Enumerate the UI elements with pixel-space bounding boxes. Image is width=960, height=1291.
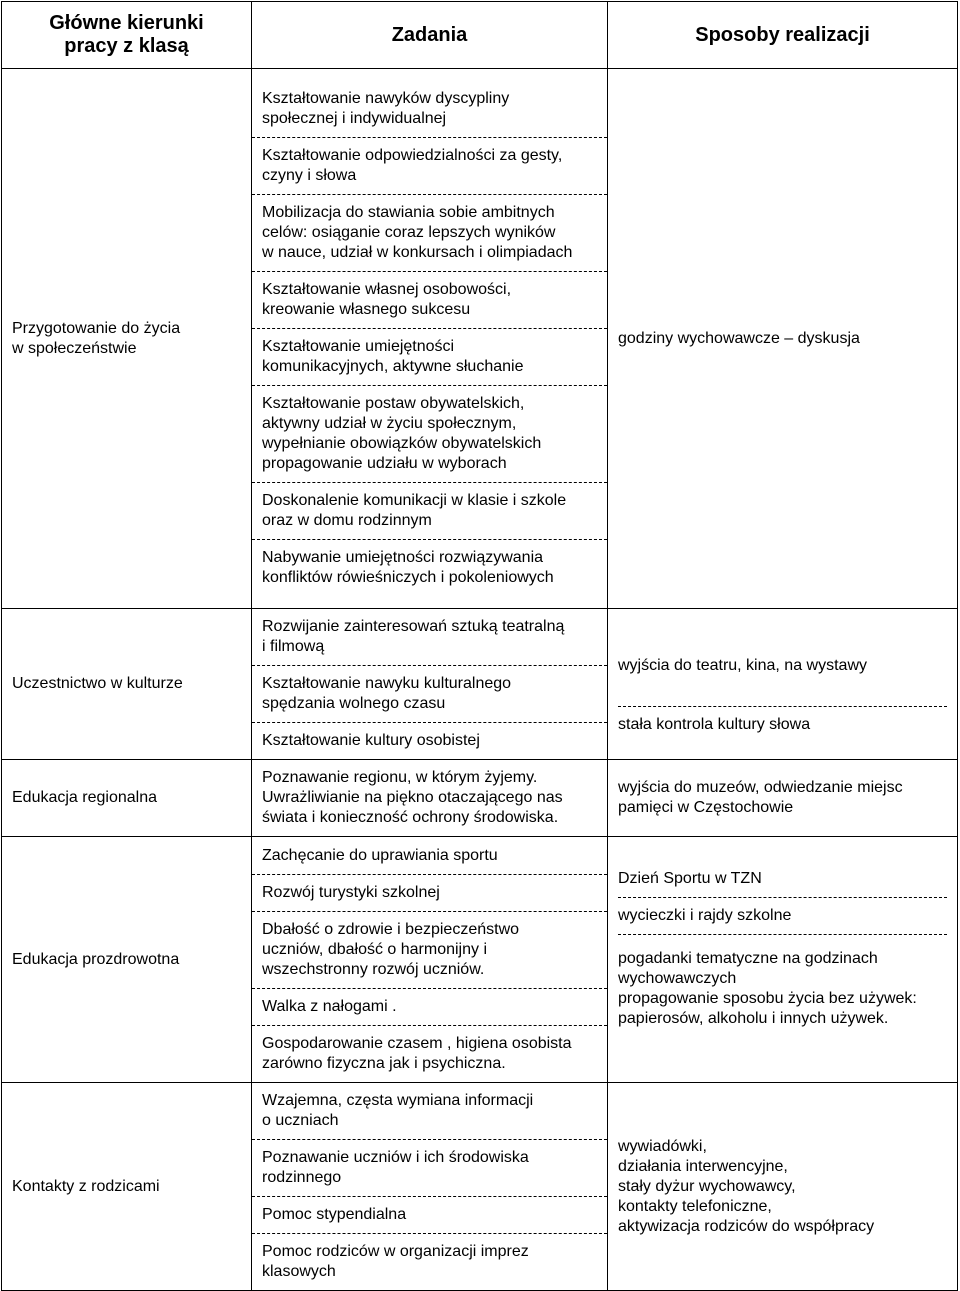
- method-item: wyjścia do teatru, kina, na wystawy: [618, 626, 947, 707]
- header-main-directions: Główne kierunki pracy z klasą: [2, 2, 252, 69]
- row-area: Uczestnictwo w kulturze: [2, 609, 252, 760]
- row-area: Edukacja prozdrowotna: [2, 837, 252, 1083]
- method-item: wycieczki i rajdy szkolne: [618, 898, 947, 935]
- table-row: [2, 609, 958, 760]
- header-row: [2, 2, 958, 69]
- row-area: Przygotowanie do życia w społeczeństwie: [2, 69, 252, 609]
- row-area: Edukacja regionalna: [2, 760, 252, 837]
- row-methods: wywiadówki, działania interwencyjne, stały dyżur wychowawcy, kontakty telefoniczne, aktywizacja rodziców do współpracy: [608, 1083, 958, 1291]
- header-tasks: Zadania: [252, 2, 608, 69]
- task-item: Rozwój turystyki szkolnej: [252, 875, 607, 912]
- row-methods: wyjścia do muzeów, odwiedzanie miejsc pamięci w Częstochowie: [608, 760, 958, 837]
- task-item: Kształtowanie nawyków dyscypliny społecznej i indywidualnej: [252, 81, 607, 138]
- row-tasks: [252, 609, 608, 760]
- task-item: Mobilizacja do stawiania sobie ambitnych celów: osiąganie coraz lepszych wyników w nauce, udział w konkursach i olimpiadach: [252, 195, 607, 272]
- table-row: [2, 1083, 958, 1291]
- task-item: Kształtowanie odpowiedzialności za gesty, czyny i słowa: [252, 138, 607, 195]
- task-item: Kształtowanie umiejętności komunikacyjnych, aktywne słuchanie: [252, 329, 607, 386]
- table-row: [2, 760, 958, 837]
- table-row: [2, 837, 958, 1083]
- task-item: Doskonalenie komunikacji w klasie i szkole oraz w domu rodzinnym: [252, 483, 607, 540]
- row-tasks: [252, 1083, 608, 1291]
- task-item: Poznawanie regionu, w którym żyjemy. Uwrażliwianie na piękno otaczającego nas świata i konieczność ochrony środowiska.: [262, 769, 563, 826]
- task-item: Gospodarowanie czasem , higiena osobista zarówno fizyczna jak i psychiczna.: [262, 1034, 572, 1072]
- task-item: Wzajemna, częsta wymiana informacji o uczniach: [252, 1083, 607, 1140]
- task-item: Rozwijanie zainteresowań sztuką teatralną i filmową: [252, 609, 607, 666]
- header-methods: Sposoby realizacji: [608, 2, 958, 69]
- task-item: Pomoc stypendialna: [252, 1197, 607, 1234]
- row-methods: [608, 837, 958, 1083]
- row-tasks: [252, 760, 608, 837]
- row-tasks: [252, 69, 608, 609]
- task-item: Pomoc rodziców w organizacji imprez klasowych: [262, 1243, 529, 1280]
- row-methods: godziny wychowawcze – dyskusja: [608, 69, 958, 609]
- task-item: Kształtowanie postaw obywatelskich, aktywny udział w życiu społecznym, wypełnianie obowiązków obywatelskich propagowanie udziału w wyborach: [252, 386, 607, 483]
- row-methods: [608, 609, 958, 760]
- task-item: Poznawanie uczniów i ich środowiska rodzinnego: [252, 1140, 607, 1197]
- row-area: Kontakty z rodzicami: [2, 1083, 252, 1291]
- method-item: stała kontrola kultury słowa: [618, 715, 811, 733]
- task-item: Nabywanie umiejętności rozwiązywania konfliktów rówieśniczych i pokoleniowych: [262, 549, 554, 586]
- task-item: Dbałość o zdrowie i bezpieczeństwo uczniów, dbałość o harmonijny i wszechstronny rozwój uczniów.: [252, 912, 607, 989]
- task-item: Kształtowanie kultury osobistej: [262, 732, 480, 749]
- task-item: Kształtowanie nawyku kulturalnego spędzania wolnego czasu: [252, 666, 607, 723]
- task-item: Walka z nałogami .: [252, 989, 607, 1026]
- work-plan-table: [1, 1, 958, 1291]
- task-item: Kształtowanie własnej osobowości, kreowanie własnego sukcesu: [252, 272, 607, 329]
- method-item: Dzień Sportu w TZN: [618, 861, 947, 898]
- method-item: pogadanki tematyczne na godzinach wychowawczych propagowanie sposobu życia bez używek: papierosów, alkoholu i innych używek.: [618, 949, 917, 1027]
- table-row: [2, 69, 958, 609]
- task-item: Zachęcanie do uprawiania sportu: [252, 838, 607, 875]
- row-tasks: [252, 837, 608, 1083]
